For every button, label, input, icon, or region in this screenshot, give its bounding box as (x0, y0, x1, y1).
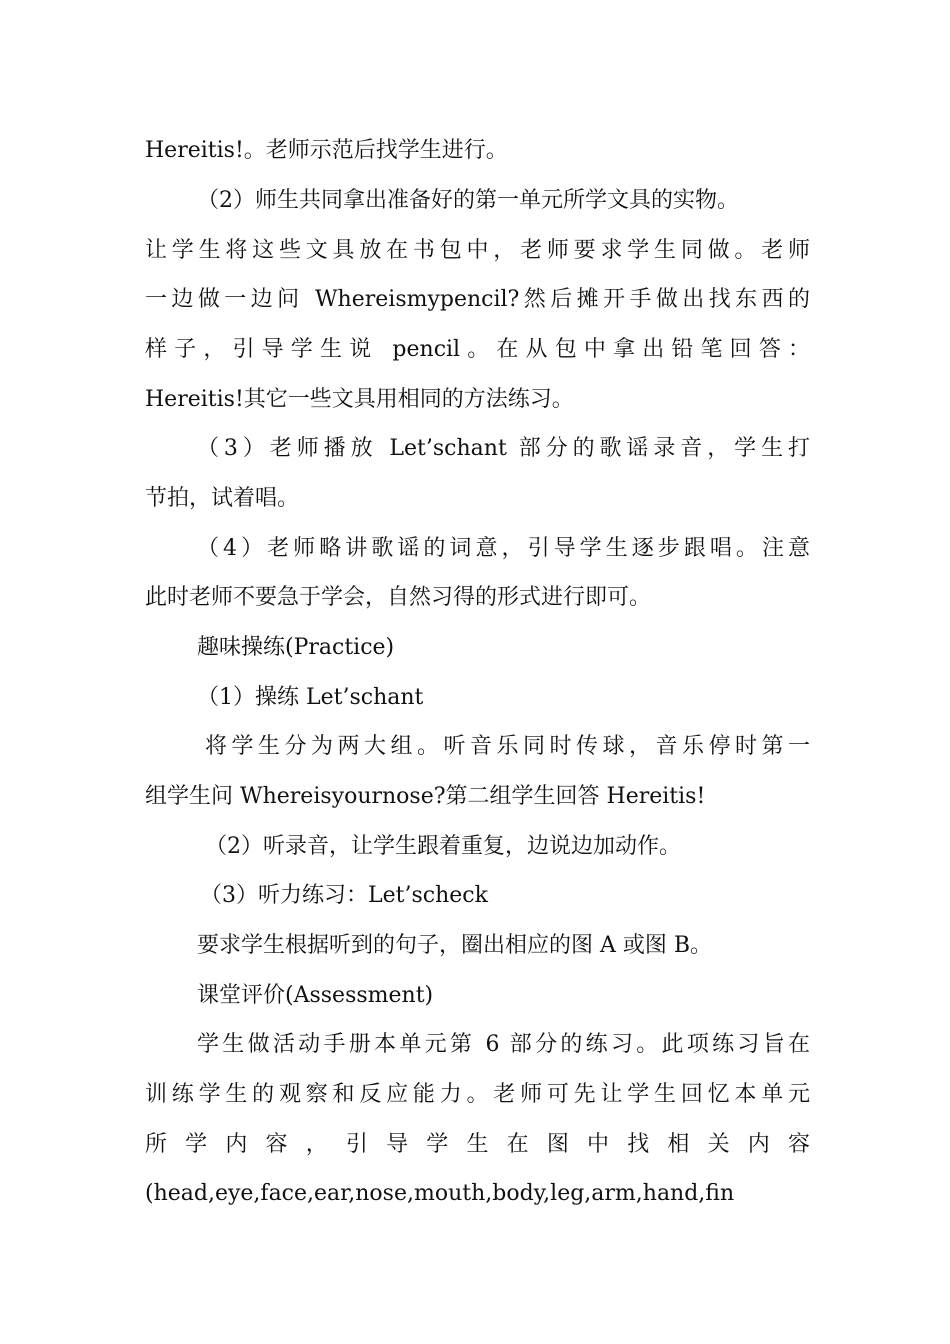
text-line-2: （2）师生共同拿出准备好的第一单元所学文具的实物。 (197, 188, 739, 213)
text-line-15: （2）听录音，让学生跟着重复，边说边加动作。 (205, 834, 681, 859)
text-line-14: 组学生问 Whereisyournose?第二组学生回答 Hereitis! (145, 784, 706, 809)
section-heading-practice: 趣味操练(Practice) (197, 635, 395, 660)
text-line-19: 学生做活动手册本单元第 6 部分的练习。此项练习旨在 (197, 1032, 810, 1057)
text-line-20: 训练学生的观察和反应能力。老师可先让学生回忆本单元 (145, 1082, 810, 1107)
text-line-4: 一边做一边问 Whereismypencil?然后摊开手做出找东西的 (145, 287, 810, 312)
text-line-3: 让学生将这些文具放在书包中，老师要求学生同做。老师 (145, 238, 810, 263)
text-line-1: Hereitis!。老师示范后找学生进行。 (145, 138, 508, 163)
text-line-16: （3）听力练习：Let’scheck (200, 883, 488, 908)
text-line-9: （4）老师略讲歌谣的词意，引导学生逐步跟唱。注意 (197, 536, 810, 561)
text-line-17: 要求学生根据听到的句子，圈出相应的图 A 或图 B。 (197, 933, 713, 958)
text-line-5: 样子，引导学生说 pencil。在从包中拿出铅笔回答： (145, 337, 810, 362)
text-line-22: (head,eye,face,ear,nose,mouth,body,leg,arm,hand,fin (145, 1181, 735, 1206)
text-line-7: （3）老师播放 Let’schant 部分的歌谣录音，学生打 (197, 436, 810, 461)
text-line-8: 节拍，试着唱。 (145, 486, 300, 511)
text-line-10: 此时老师不要急于学会，自然习得的形式进行即可。 (145, 585, 652, 610)
text-line-12: （1）操练 Let’schant (197, 685, 424, 710)
section-heading-assessment: 课堂评价(Assessment) (197, 983, 434, 1008)
text-line-6: Hereitis!其它一些文具用相同的方法练习。 (145, 387, 574, 412)
text-line-13: 将学生分为两大组。听音乐同时传球，音乐停时第一 (205, 734, 810, 759)
text-line-21: 所 学 内 容 ， 引 导 学 生 在 图 中 找 相 关 内 容 (145, 1132, 810, 1157)
